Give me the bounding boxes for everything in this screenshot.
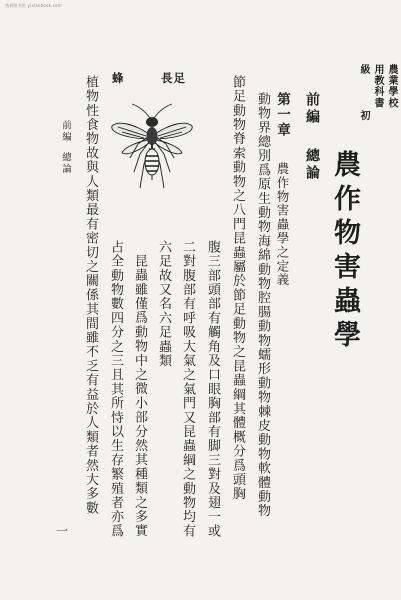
body-column: 二對腹部有呼吸大氣之氣門又昆蟲綱之動物均有 bbox=[180, 240, 195, 539]
watermark: 秀荷图书馆 yixianbook.com bbox=[5, 3, 62, 8]
body-column: 植物性食物故與人類最有密切之關係其間雖不乏有益於人類者然大多數 bbox=[83, 75, 98, 516]
chapter-title: 農作物害蟲學之定義 bbox=[275, 162, 290, 288]
body-column: 六足故又名六足蟲類 bbox=[156, 240, 171, 368]
wasp-illustration bbox=[104, 98, 200, 202]
running-head-left: 前編 bbox=[60, 120, 71, 143]
figure-caption-right: 長足 bbox=[161, 71, 186, 85]
figure-caption-left: 蜂 bbox=[112, 71, 125, 85]
body-column: 動物界總別爲原生動物海綿動物腔腸動物蠕形動物棘皮動物軟體動物 bbox=[255, 92, 270, 518]
section-heading: 前編 bbox=[304, 92, 320, 126]
series-line-3: 級 初 bbox=[358, 64, 369, 133]
body-column: 占全動物數四分之三且其所恃以生存繁殖者亦爲 bbox=[108, 240, 123, 539]
page-number: 一 bbox=[56, 524, 69, 538]
chapter-number: 第一章 bbox=[274, 92, 290, 138]
running-head-right: 總論 bbox=[60, 152, 71, 175]
series-line-2: 用教科書 bbox=[372, 64, 383, 109]
section-title: 總論 bbox=[304, 148, 320, 182]
body-column: 節足動物脊索動物之八門昆蟲屬於節足動物之昆蟲綱其體概分爲頭胸 bbox=[230, 75, 245, 501]
body-column: 腹三部頭部有觸角及口眼胸部有脚三對及翅一或 bbox=[205, 240, 220, 539]
body-column: 昆蟲雖僅爲動物中之微小部分然其種類之多實 bbox=[132, 254, 147, 538]
series-line-1: 農業學校 bbox=[386, 64, 397, 109]
book-title: 農作物害蟲學 bbox=[329, 150, 360, 354]
